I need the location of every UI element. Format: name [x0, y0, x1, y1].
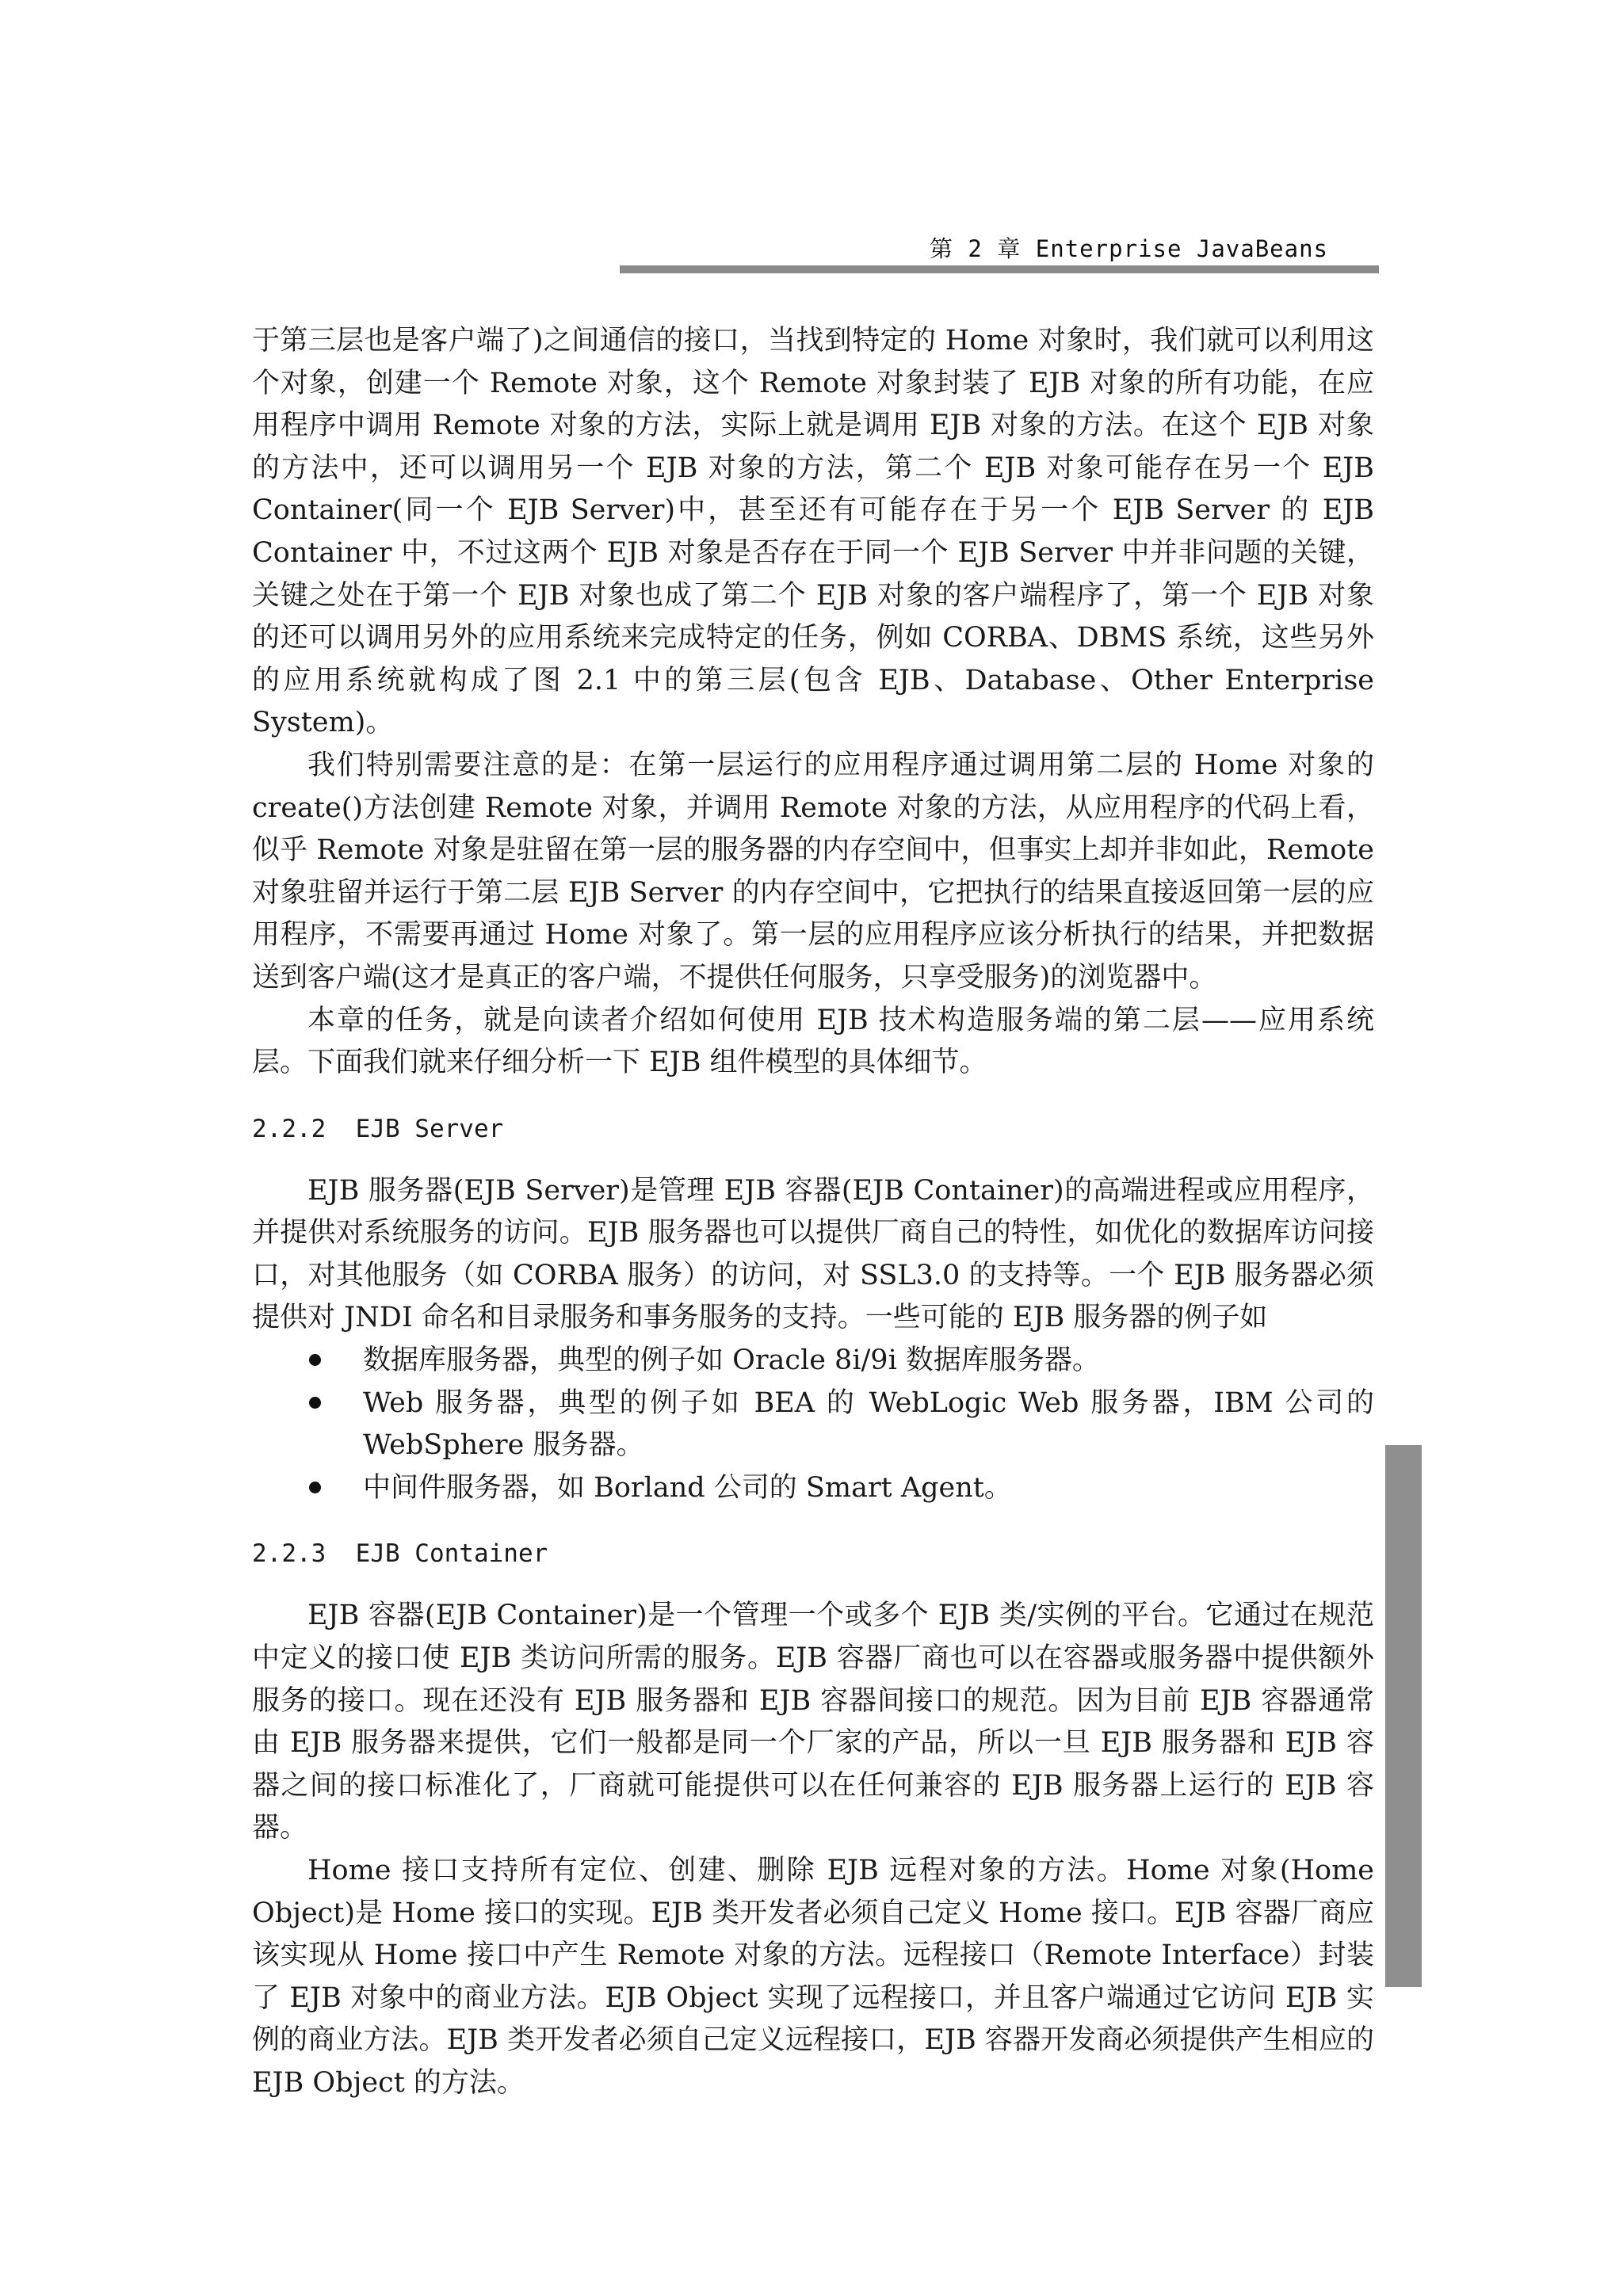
- server-example-list: [252, 1340, 1374, 1509]
- paragraph: EJB 容器(EJB Container)是一个管理一个或多个 EJB 类/实例的平台。它通过在规范中定义的接口使 EJB 类访问所需的服务。EJB 容器厂商也可以在容器或服务器中提供额外服务的接口。现在还没有 EJB 服务器和 EJB 容器间接口的规范。因为目前 EJB 容器通常由 EJB 服务器来提供，它们一般都是同一个厂家的产品，所以一旦 EJB 服务器和 EJB 容器之间的接口标准化了，厂商就可能提供可以在任何兼容的 EJB 服务器上运行的 EJB 容器。: [252, 1600, 1374, 1844]
- chapter-header-title: 第 2 章 Enterprise JavaBeans: [929, 235, 1328, 262]
- section-heading-ejb-container: 2.2.3 EJB Container: [252, 1539, 548, 1569]
- paragraph: 本章的任务，就是向读者介绍如何使用 EJB 技术构造服务端的第二层——应用系统层。下面我们就来仔细分析一下 EJB 组件模型的具体细节。: [252, 1004, 1374, 1079]
- list-item: [252, 1340, 1374, 1383]
- list-item: [252, 1467, 1374, 1510]
- list-item-text: 中间件服务器，如 Borland 公司的 Smart Agent。: [363, 1471, 1012, 1504]
- paragraph: 我们特别需要注意的是：在第一层运行的应用程序通过调用第二层的 Home 对象的 create()方法创建 Remote 对象，并调用 Remote 对象的方法，从应用程序的代码上看，似乎 Remote 对象是驻留在第一层的服务器的内存空间中，但事实上却并非如此，Remote 对象驻留并运行于第二层 EJB Server 的内存空间中，它把执行的结果直接返回第一层的应用程序，不需要再通过 Home 对象了。第一层的应用程序应该分析执行的结果，并把数据送到客户端(这才是真正的客户端，不提供任何服务，只享受服务)的浏览器中。: [252, 749, 1374, 994]
- list-item: [252, 1383, 1374, 1467]
- list-item-text: 数据库服务器，典型的例子如 Oracle 8i/9i 数据库服务器。: [363, 1344, 1100, 1377]
- bullet-icon: [309, 1482, 321, 1493]
- page-body: [252, 320, 1374, 2105]
- bullet-icon: [309, 1354, 321, 1366]
- paragraph: EJB 服务器(EJB Server)是管理 EJB 容器(EJB Container)的高端进程或应用程序，并提供对系统服务的访问。EJB 服务器也可以提供厂商自己的特性，如优化的数据库访问接口，对其他服务（如 CORBA 服务）的访问，对 SSL3.0 的支持等。一个 EJB 服务器必须提供对 JNDI 命名和目录服务和事务服务的支持。一些可能的 EJB 服务器的例子如: [252, 1174, 1374, 1334]
- margin-thumb-tab: [1385, 1445, 1422, 1987]
- header-rule: [620, 265, 1379, 273]
- section-heading-ejb-server: 2.2.2 EJB Server: [252, 1114, 504, 1143]
- bullet-icon: [309, 1397, 321, 1409]
- list-item-text: Web 服务器，典型的例子如 BEA 的 WebLogic Web 服务器，IBM 公司的 WebSphere 服务器。: [363, 1386, 1374, 1462]
- paragraph: Home 接口支持所有定位、创建、删除 EJB 远程对象的方法。Home 对象(Home Object)是 Home 接口的实现。EJB 类开发者必须自己定义 Home 接口。EJB 容器厂商应该实现从 Home 接口中产生 Remote 对象的方法。远程接口（Remote Interface）封装了 EJB 对象中的商业方法。EJB Object 实现了远程接口，并且客户端通过它访问 EJB 实例的商业方法。EJB 类开发者必须自己定义远程接口，EJB 容器开发商必须提供产生相应的 EJB Object 的方法。: [252, 1855, 1374, 2099]
- paragraph: 于第三层也是客户端了)之间通信的接口，当找到特定的 Home 对象时，我们就可以利用这个对象，创建一个 Remote 对象，这个 Remote 对象封装了 EJB 对象的所有功能，在应用程序中调用 Remote 对象的方法，实际上就是调用 EJB 对象的方法。在这个 EJB 对象的方法中，还可以调用另一个 EJB 对象的方法，第二个 EJB 对象可能存在另一个 EJB Container(同一个 EJB Server)中，甚至还有可能存在于另一个 EJB Server 的 EJB Container 中，不过这两个 EJB 对象是否存在于同一个 EJB Server 中并非问题的关键，关键之处在于第一个 EJB 对象也成了第二个 EJB 对象的客户端程序了，第一个 EJB 对象的还可以调用另外的应用系统来完成特定的任务，例如 CORBA、DBMS 系统，这些另外的应用系统就构成了图 2.1 中的第三层(包含 EJB、Database、Other Enterprise System)。: [252, 325, 1374, 739]
